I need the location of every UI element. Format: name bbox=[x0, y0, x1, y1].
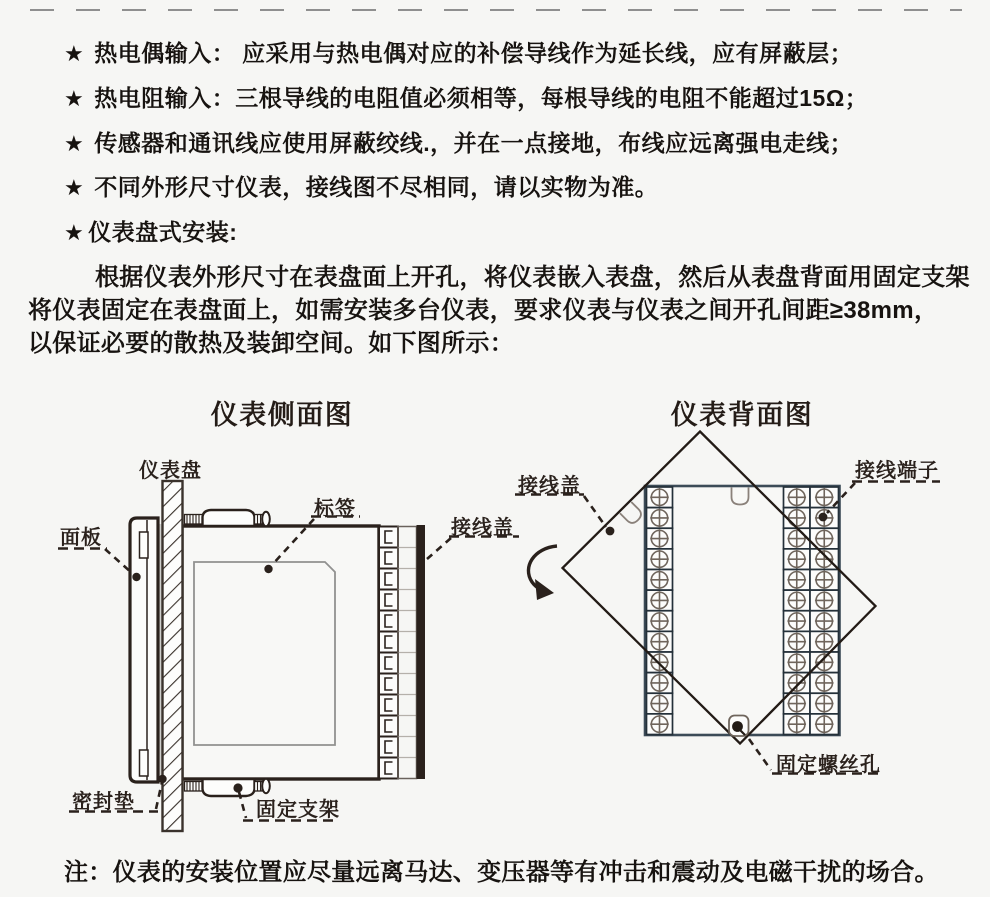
instrument-body-shape bbox=[182, 526, 379, 779]
label-tag: 标签 bbox=[314, 498, 356, 520]
rotation-arrow-icon bbox=[528, 546, 557, 600]
back-terminal-column-right-b bbox=[810, 487, 839, 735]
paragraph-line-3: 以保证必要的散热及装卸空间。如下图所示： bbox=[28, 330, 514, 357]
label-seal-gasket: 密封垫 bbox=[72, 791, 135, 813]
side-terminal-column-2 bbox=[398, 527, 417, 779]
back-view-title: 仪表背面图 bbox=[670, 400, 814, 430]
star-icon: ★ bbox=[64, 86, 85, 111]
paragraph-line-2: 将仪表固定在表盘面上，如需安装多台仪表，要求仪表与仪表之间开孔间距≥38mm， bbox=[28, 297, 939, 324]
label-terminal: 接线端子 bbox=[855, 460, 939, 482]
label-wiring-cover-back: 接线盖 bbox=[518, 475, 581, 497]
fixing-screw-hole-shape bbox=[729, 716, 749, 737]
cover-notch-shape bbox=[620, 502, 644, 526]
wiring-cover-shape bbox=[417, 525, 426, 779]
top-bracket bbox=[185, 510, 270, 526]
side-terminal-column bbox=[379, 527, 398, 779]
installation-note: 注：仪表的安装位置应尽量远离马达、变压器等有冲击和震动及电磁干扰的场合。 bbox=[64, 859, 939, 886]
paragraph-line-1: 根据仪表外形尺寸在表盘面上开孔，将仪表嵌入表盘，然后从表盘背面用固定支架 bbox=[95, 264, 970, 291]
star-icon: ★ bbox=[64, 41, 85, 66]
back-terminal-column-left bbox=[647, 487, 673, 735]
label-fixing-bracket: 固定支架 bbox=[256, 799, 340, 821]
bullet-text: 仪表盘式安装: bbox=[88, 219, 238, 245]
side-view-title: 仪表侧面图 bbox=[210, 400, 354, 430]
star-icon: ★ bbox=[64, 175, 85, 200]
star-icon: ★ bbox=[64, 220, 85, 245]
label-front-panel: 面板 bbox=[60, 527, 102, 549]
bullet-text: 热电阻输入：三根导线的电阻值必须相等，每根导线的电阻不能超过15Ω； bbox=[94, 85, 869, 111]
star-icon: ★ bbox=[64, 131, 85, 156]
back-terminal-column-right-a bbox=[784, 487, 811, 735]
bullet-text: 传感器和通讯线应使用屏蔽绞线.，并在一点接地，布线应远离强电走线； bbox=[94, 130, 854, 156]
side-view-drawing bbox=[58, 481, 519, 831]
bullet-text: 不同外形尺寸仪表，接线图不尽相同，请以实物为准。 bbox=[94, 174, 659, 200]
label-fixing-screw-hole: 固定螺丝孔 bbox=[776, 754, 881, 776]
label-panel-board: 仪表盘 bbox=[139, 460, 202, 482]
label-wiring-cover-side: 接线盖 bbox=[451, 517, 514, 539]
bullet-text: 热电偶输入： 应采用与热电偶对应的补偿导线作为延长线，应有屏蔽层； bbox=[94, 40, 854, 66]
